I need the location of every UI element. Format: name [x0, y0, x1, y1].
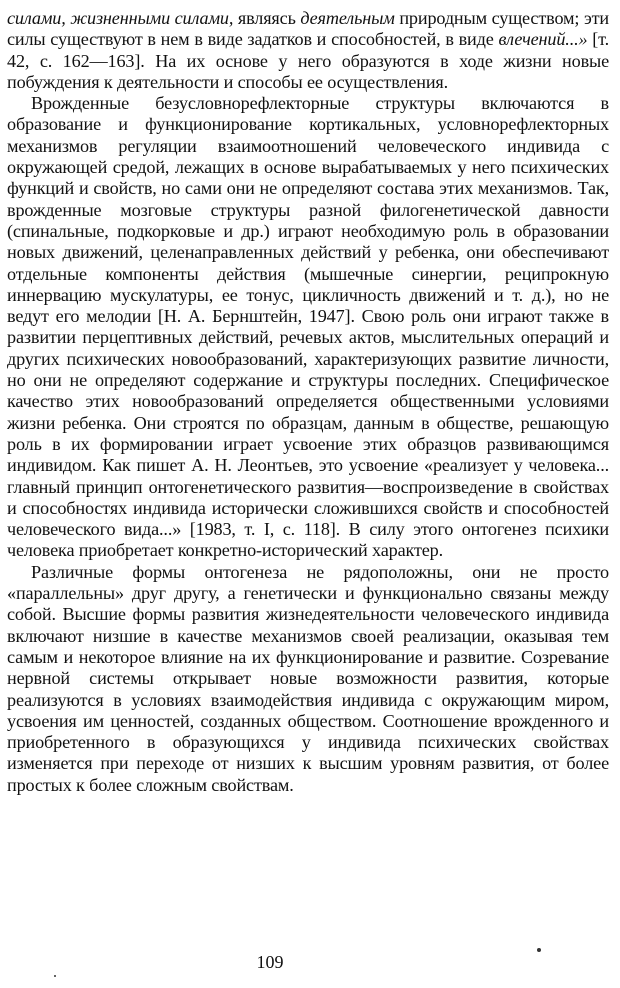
page-number — [0, 952, 620, 973]
text-segment: влечений...» — [498, 29, 588, 50]
paragraph-3 — [7, 562, 609, 796]
text-segment: являясь — [233, 8, 301, 28]
page-number-text: 109 — [256, 952, 284, 972]
text-segment: Врожденные безусловнорефлекторные структуры включаются в образование и функционирование кортикальных, условнорефлекторных механизмов регуляции взаимоотношений человеческого индивида с окружающей средой, лежащих в основе вырабатываемых у него психических функций и свойств, но сами они не определяют состава этих механизмов. Так, врожденные мозговые структуры разной филогенетической давности (спинальные, подкорковые и др.) играют необходимую роль в образовании новых движений, целенаправленных действий у ребенка, они обеспечивают отдельные компоненты действия (мышечные синергии, реципрокную иннервацию мускулатуры, ее тонус, цикличность движений и т. д.), но не ведут его мелодии [Н. А. Бернштейн, 1947]. Свою роль они играют также в развитии перцептивных действий, речевых актов, мыслительных операций и других психических новообразований, характеризующих развитие личности, но они не определяют содержание и структуры последних. Специфическое качество этих новообразований определяется общественными условиями жизни ребенка. Они строятся по образцам, данным в обществе, решающую роль в их формировании играет усвоение этих образцов развивающимся индивидом. Как пишет А. Н. Леонтьев, это усвоение «реализует у человека... главный принцип онтогенетического развития—воспроизведение в свойствах и способностях индивида исторически сложившихся свойств и способностей человеческого вида...» [1983, т. I, с. 118]. В силу этого онтогенез психики человека приобретает конкретно-исторический характер. — [7, 93, 609, 561]
text-segment: Различные формы онтогенеза не рядоположны, они не просто «параллельны» друг другу, а генетически и функционально связаны между собой. Высшие формы развития жизнедеятельности человеческого индивида включают низшие в качестве механизмов своей реализации, оказывая тем самым и некоторое влияние на их функционирование и развитие. Созревание нервной системы открывает новые возможности развития, которые реализуются в условиях взаимодействия индивида с окружающим миром, усвоения им ценностей, созданных обществом. Соотношение врожденного и приобретенного в образующихся у индивида психических свойствах изменяется при переходе от низших к высшим уровням развития, от более простых к более сложным свойствам. — [7, 561, 609, 795]
body-text — [7, 8, 609, 796]
paragraph-2 — [7, 93, 609, 562]
paragraph-1 — [7, 8, 609, 93]
text-segment: природным существом; эти силы существуют в нем в виде задатков и способностей, в виде — [7, 8, 609, 50]
text-segment: деятельным — [300, 8, 395, 28]
scan-speck — [537, 948, 541, 952]
scan-speck — [54, 975, 56, 977]
text-segment: силами, жизненными силами, — [7, 8, 234, 28]
text-segment: [т. 42, с. 162—163]. На их основе у него образуются в ходе жизни новые побуждения к деятельности и способы ее осуществления. — [7, 29, 609, 92]
